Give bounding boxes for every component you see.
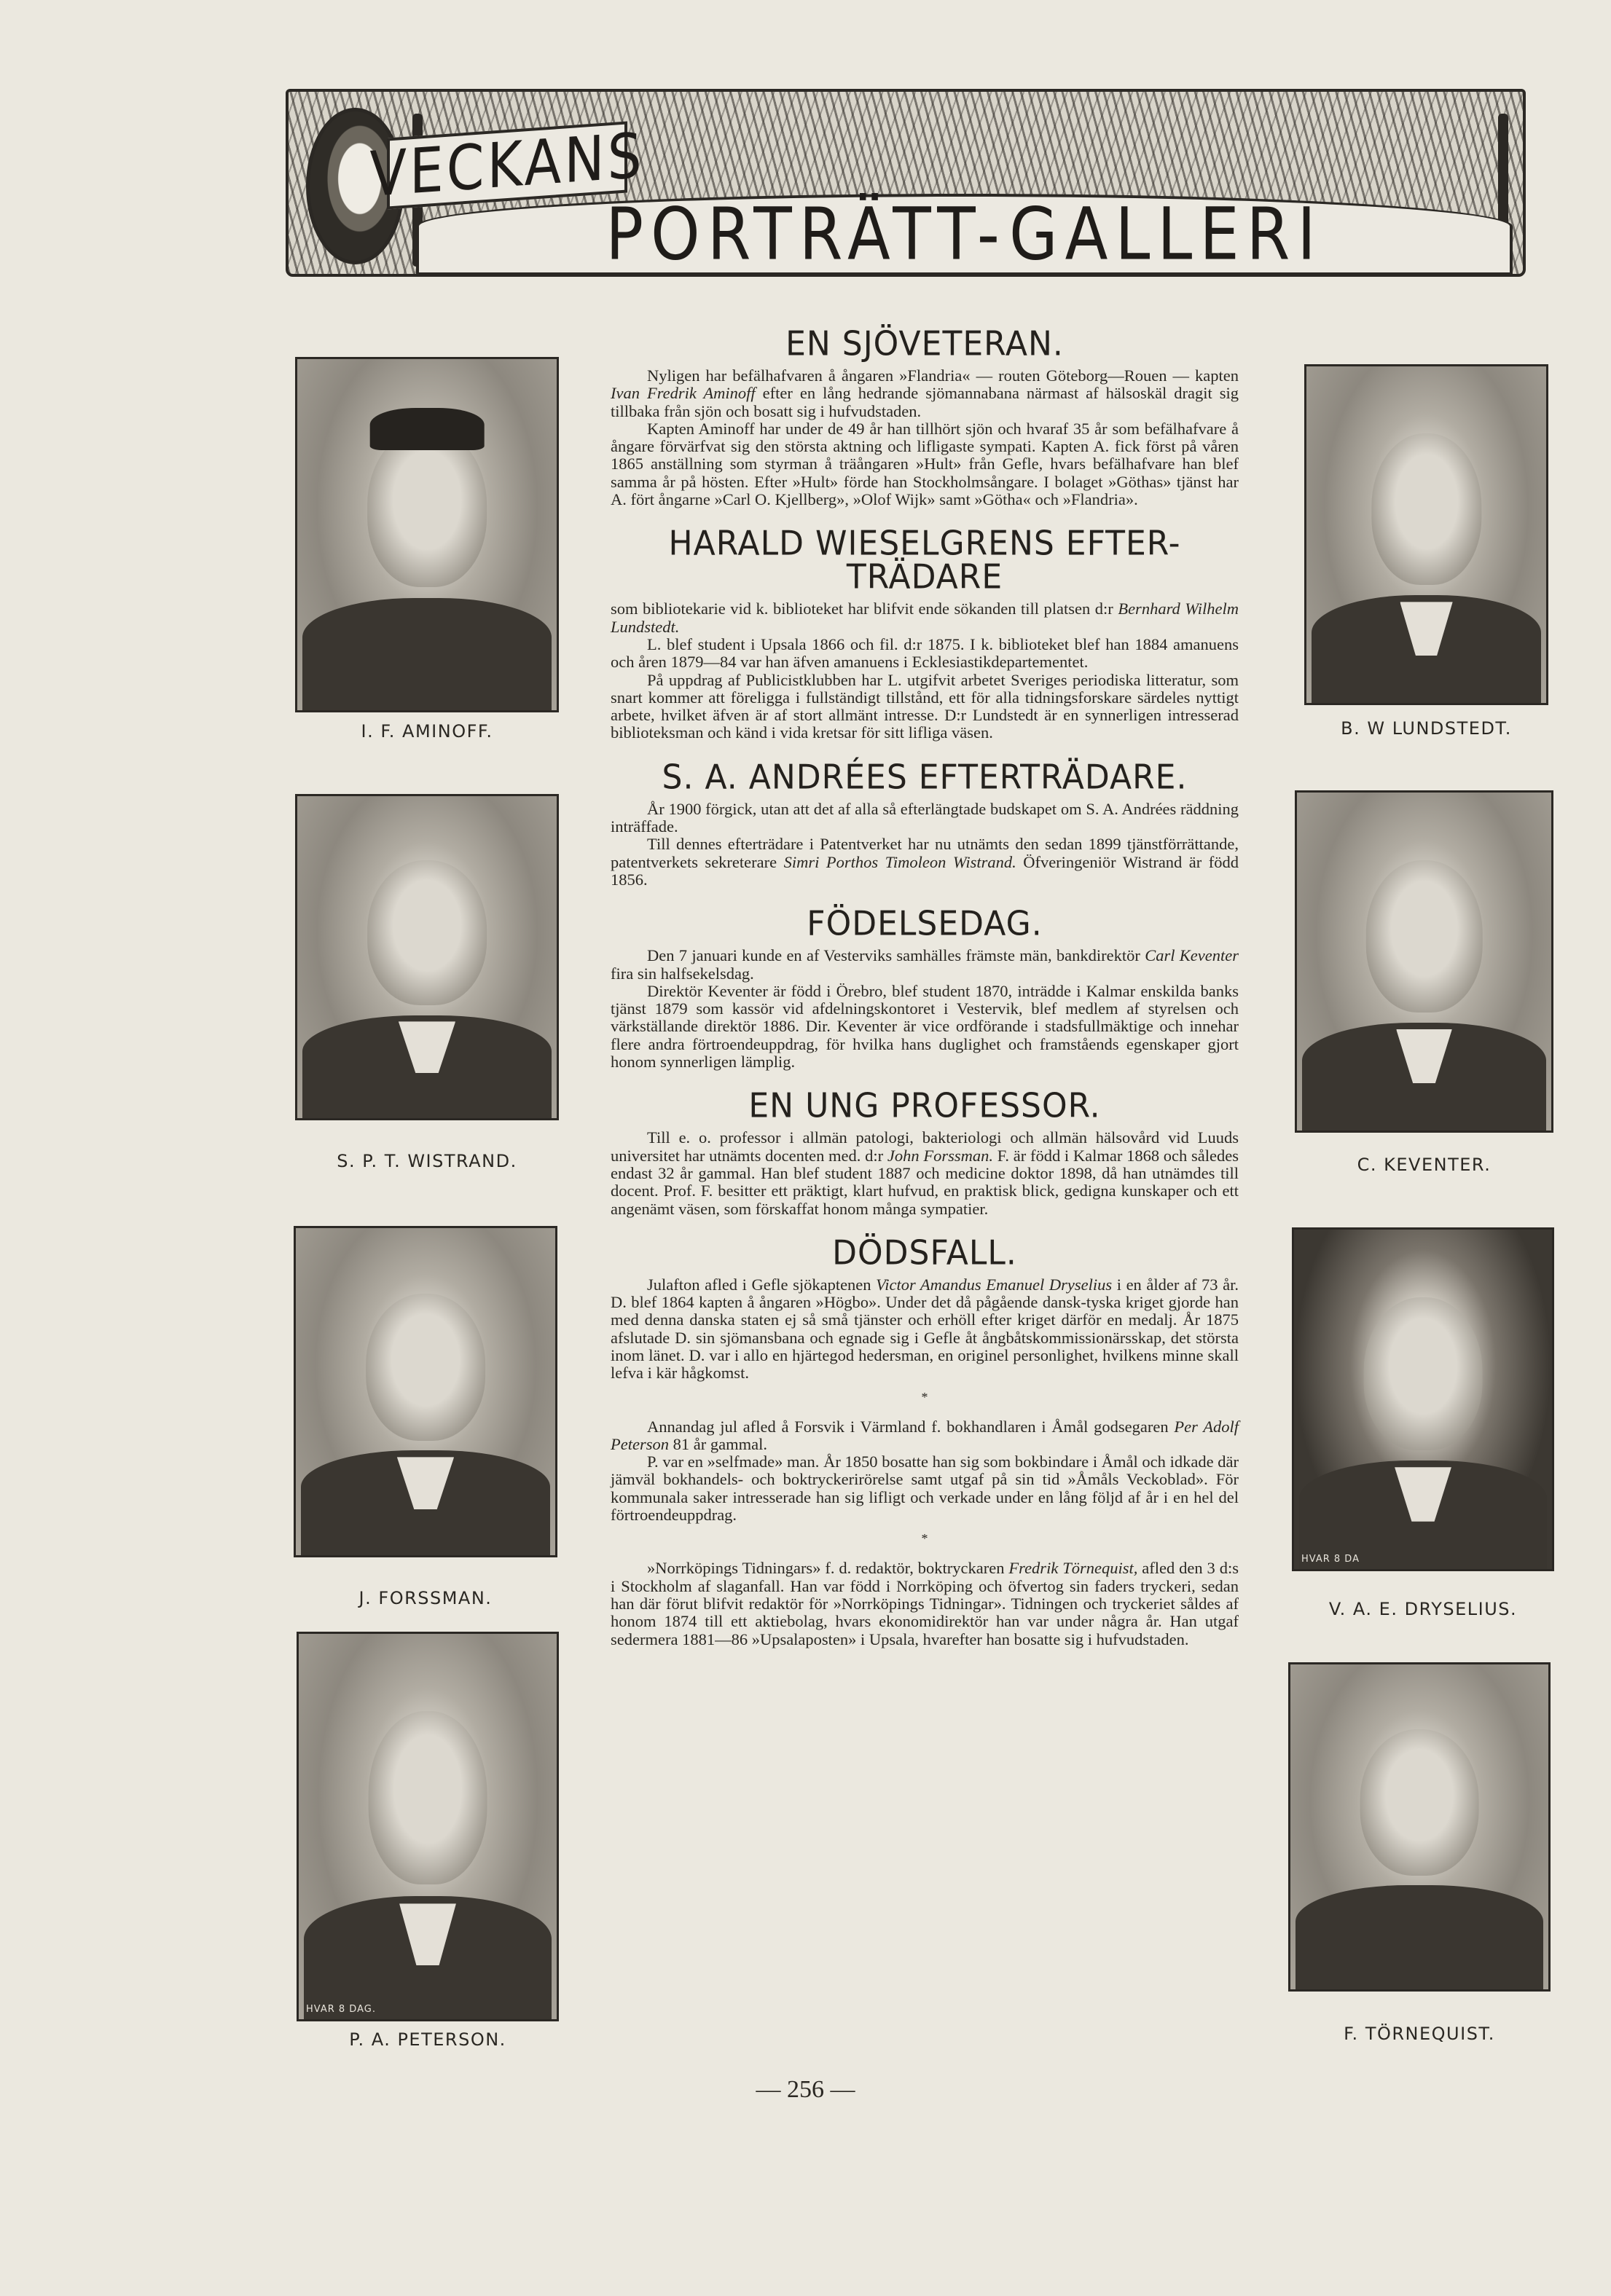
article-heading: FÖDELSEDAG.: [807, 904, 1043, 944]
text-run: Direktör Keventer är född i Örebro, blef student 1870, inträdde i Kalmar enskilda banks tjänst 1879 som kassör vid afdelningskontoret i Vestervik, blef medlem af styrelsen och värkställande direktör 1886. Dir. Keventer är vice ordförande i stadsfullmäktige och innehar flere andra förtroendeuppdrag, för hvilka hans duglighet och framståends egenskaper gjort honom synnerligen lämplig.: [611, 981, 1239, 1072]
article-section: [611, 1233, 1239, 1648]
article-paragraph: [611, 672, 1239, 742]
banner-title-line2: PORTRÄTT-GALLERI: [605, 192, 1323, 277]
italic-name: Bernhard Wilhelm Lundstedt.: [611, 599, 1239, 636]
portrait-caption: C. KEVENTER.: [1357, 1155, 1492, 1175]
text-run: 81 år gammal.: [668, 1434, 767, 1453]
italic-name: Victor Amandus Emanuel Dryselius: [876, 1275, 1113, 1294]
portrait-photo: [297, 1632, 559, 2021]
banner-ribbon-bottom: [416, 194, 1513, 275]
text-run: L. blef student i Upsala 1866 och fil. d:r 1875. I k. biblioteket blef han 1884 amanuens och åren 1879—84 var han äfven amanuens i Ecklesiastikdepartementet.: [611, 634, 1239, 672]
text-run: i en ålder af 73 år. D. blef 1864 kapten å ångaren »Högbo». Under det då pågående dansk-tyska kriget gjorde han med denna danska staten ej så små tjänster och erhöll efter kriget därför en medalj. År 1875 afslutade D. sin sjömansbana och egnade sig i Gefle åt ångbåtskommissionärsskap, det största inom länet. D. var i allo en hjärtegod hedersman, en originel personlighet, hvilkens minne skall lefva i kär hågkomst.: [611, 1275, 1239, 1383]
portrait-head-shape: [369, 1711, 487, 1884]
article-section: [611, 524, 1239, 742]
text-run: Den 7 januari kunde en af Vesterviks samhälles främste män, bankdirektör: [647, 946, 1145, 965]
portrait-caption: V. A. E. DRYSELIUS.: [1328, 1599, 1518, 1619]
article-paragraph: [611, 801, 1239, 836]
article-section: [611, 1087, 1239, 1218]
portrait-photo: [295, 794, 559, 1120]
photo-credit: HVAR 8 DAG.: [306, 2004, 376, 2015]
banner-title-line1: VECKANS: [369, 119, 645, 211]
text-run: fira sin halfsekelsdag.: [611, 964, 754, 983]
text-run: Julafton afled i Gefle sjökaptenen: [647, 1275, 877, 1294]
article-heading: EN UNG PROFESSOR.: [748, 1087, 1101, 1126]
text-run: P. var en »selfmade» man. År 1850 bosatte han sig som bokbindare i Åmål och idkade där jämväl bokhandels- och boktryckerirörelse samt utgaf på sin tid »Åmåls Veckoblad». För kommunala saker intresserade han sig lifligt och verkade under en lång följd af år i en hel del förtroendeuppdrag.: [611, 1452, 1239, 1525]
portrait-head-shape: [1371, 433, 1481, 585]
banner-ribbon-top: [369, 119, 645, 211]
article-heading: EN SJÖVETERAN.: [785, 324, 1064, 364]
portrait-photo: [1288, 1662, 1551, 1992]
portrait-wistrand: [295, 794, 559, 1180]
article-section: [611, 324, 1239, 509]
portrait-peterson: [297, 1632, 559, 2054]
article-section: [611, 904, 1239, 1072]
article-paragraph: [611, 836, 1239, 889]
portrait-caption: I. F. AMINOFF.: [361, 721, 493, 742]
italic-name: Carl Keventer: [1145, 946, 1239, 965]
article-heading: DÖDSFALL.: [832, 1233, 1017, 1273]
portrait-photo: [294, 1226, 557, 1557]
article-paragraph: [611, 1276, 1239, 1383]
portrait-body-shape: [302, 598, 552, 710]
portrait-head-shape: [366, 1294, 485, 1441]
portrait-aminoff: [295, 357, 559, 743]
article-paragraph: [611, 1453, 1239, 1524]
italic-name: Ivan Fredrik Aminoff: [611, 384, 756, 403]
portrait-photo: [1295, 790, 1553, 1133]
section-separator-asterisk: *: [921, 1531, 928, 1546]
portrait-head-shape: [1365, 860, 1483, 1013]
article-heading: S. A. ANDRÉES EFTERTRÄDARE.: [662, 758, 1188, 797]
text-run: Annandag jul afled å Forsvik i Värmland f. bokhandlaren i Åmål godsegaren: [647, 1417, 1175, 1436]
article-section: [611, 758, 1239, 889]
portrait-photo: [1304, 364, 1548, 705]
text-run: Till e. o. professor i allmän patologi, bakteriologi och allmän hälsovård vid Luuds universitet har utnämts docenten med. d:r: [611, 1128, 1239, 1165]
article-paragraph: [611, 600, 1239, 636]
portrait-tornequist: [1288, 1662, 1551, 2056]
article-paragraph: [611, 367, 1239, 420]
italic-name: John Forssman.: [887, 1146, 993, 1165]
italic-name: Per Adolf Peterson: [611, 1417, 1239, 1453]
text-run: afled den 3 d:s i Stockholm af slaganfall. Han var född i Norrköping och öfvertog sin faders tryckeri, sedan han där förut blifvit redaktör för »Norrköpings Tidningar». Tidningen och tryckeriet såldes af honom 1874 till ett aktiebolag, hvars ekonomidirektör han var under några år. Han utgaf sedermera 1881—86 »Upsalaposten» i Upsala, hvarefter han bosatte sig i hufvudstaden.: [611, 1559, 1239, 1648]
portrait-head-shape: [367, 429, 487, 587]
text-run: Öfveringeniör Wistrand är född 1856.: [611, 852, 1239, 889]
text-run: Kapten Aminoff har under de 49 år han tillhört sjön och hvaraf 35 år som befälhafvare å ångare förvärfvat sig den största aktning och lifligaste sympati. Kapten A. fick först på våren 1865 anställning som styrman å träångaren »Hult» från Gefle, hvars befälhafvare han blef samma år på hösten. Efter »Hult» förde han Stockholmsångare. I bolaget »Göthas» tjänst har A. fört ångarne »Carl O. Kjellberg», »Olof Wijk» samt »Götha« och »Flandria».: [611, 419, 1239, 509]
italic-name: Simri Porthos Timoleon Wistrand.: [783, 852, 1016, 871]
text-run: F. är född i Kalmar 1868 och således endast 32 år gammal. Han blef student 1887 och medicine doktor 1898, då han utnämdes till docent. Prof. F. besitter ett präktigt, klart hufvud, en praktisk blick, gedigna kunskaper och ett angenämt väsen, som förskaffat honom många sympatier.: [611, 1146, 1239, 1218]
portrait-caption: S. P. T. WISTRAND.: [337, 1151, 517, 1171]
portrait-head-shape: [1360, 1729, 1479, 1876]
portrait-caption: J. FORSSMAN.: [358, 1588, 493, 1608]
text-run: Nyligen har befälhafvaren å ångaren »Flandria« — routen Göteborg—Rouen — kapten: [647, 366, 1239, 385]
portrait-lundstedt: [1304, 364, 1548, 743]
masthead-banner: [286, 89, 1526, 277]
portrait-forssman: [294, 1226, 557, 1612]
article-heading: TRÄDARE: [846, 558, 1003, 597]
article-paragraph: [611, 947, 1239, 983]
italic-name: Fredrik Törnequist,: [1008, 1559, 1138, 1578]
portrait-keventer: [1295, 790, 1553, 1176]
article-heading: HARALD WIESELGRENS EFTER-: [668, 524, 1181, 564]
portrait-dryselius: [1292, 1227, 1554, 1619]
article-paragraph: [611, 636, 1239, 672]
page-number: — 256 —: [756, 2076, 855, 2103]
article-paragraph: [611, 1560, 1239, 1648]
section-separator-asterisk: *: [921, 1389, 928, 1404]
portrait-caption: B. W LUNDSTEDT.: [1341, 718, 1512, 739]
text-run: »Norrköpings Tidningars» f. d. redaktör, boktryckaren: [647, 1559, 1009, 1578]
article-column: [611, 324, 1239, 1667]
portrait-photo: [295, 357, 559, 712]
portrait-head-shape: [1364, 1297, 1483, 1450]
text-run: År 1900 förgick, utan att det af alla så efterlängtade budskapet om S. A. Andrées räddning inträffade.: [611, 799, 1239, 836]
portrait-body-shape: [1296, 1885, 1543, 1989]
portrait-photo: [1292, 1227, 1554, 1571]
text-run: På uppdrag af Publicistklubben har L. utgifvit arbetet Sveriges periodiska litteratur, som snart kommer att föreligga i fullständigt tillstånd, ett för alla tidningsforskare särdeles nyttigt arbete, hvilket äfven är af stort allmänt intresse. D:r Lundstedt är en synnerligen intresserad biblioteksman och känd i vida kretsar för sitt lifliga väsen.: [611, 670, 1239, 742]
photo-credit: HVAR 8 DA: [1301, 1554, 1360, 1565]
article-paragraph: [611, 420, 1239, 508]
portrait-caption: P. A. PETERSON.: [349, 2029, 506, 2050]
captain-cap-shape: [370, 408, 485, 450]
portrait-caption: F. TÖRNEQUIST.: [1344, 2024, 1495, 2044]
text-run: efter en lång hedrande sjömannabana närmast af hälsoskäl dragit sig tillbaka från sjön och bosatt sig i hufvudstaden.: [611, 384, 1239, 420]
article-paragraph: [611, 983, 1239, 1071]
article-paragraph: [611, 1129, 1239, 1217]
text-run: som bibliotekarie vid k. biblioteket har blifvit ende sökanden till platsen d:r: [611, 599, 1118, 618]
text-run: Till dennes efterträdare i Patentverket har nu utnämts den sedan 1899 tjänstförrättande, patentverkets sekreterare: [611, 835, 1239, 871]
portrait-head-shape: [367, 860, 487, 1005]
article-paragraph: [611, 1418, 1239, 1454]
